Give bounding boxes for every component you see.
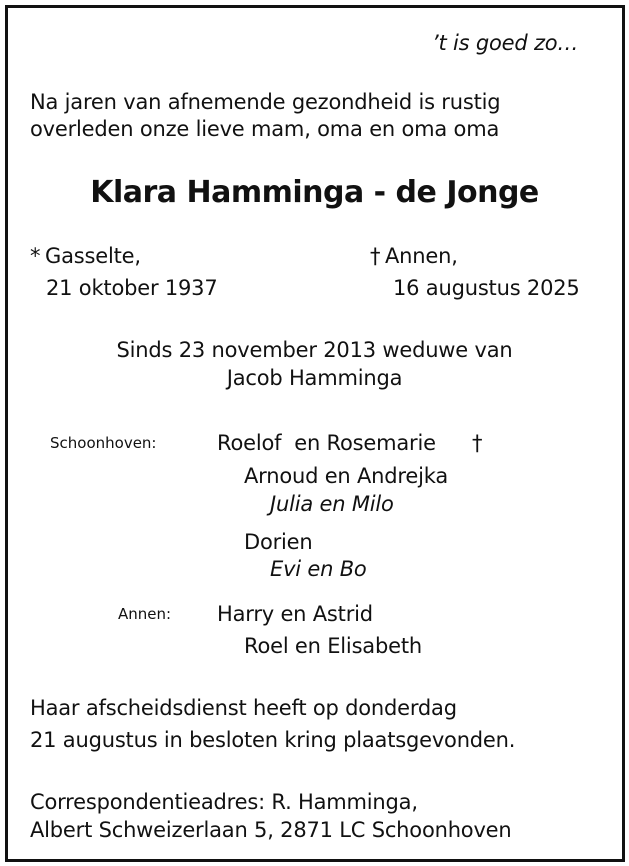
family-location-schoonhoven: Schoonhoven:: [50, 434, 157, 452]
deceased-name: Klara Hamminga - de Jonge: [90, 175, 539, 210]
service-line-1: Haar afscheidsdienst heeft op donderdag: [30, 696, 457, 720]
death-symbol: †: [370, 244, 381, 268]
family-grandchildren-julia-milo: Julia en Milo: [270, 492, 394, 516]
death-date: 16 augustus 2025: [393, 276, 580, 300]
widow-line-1: Sinds 23 november 2013 weduwe van: [116, 338, 513, 362]
family-child-dorien: Dorien: [244, 530, 313, 554]
family-child-roel: Roel en Elisabeth: [244, 634, 422, 658]
family-child-arnoud: Arnoud en Andrejka: [244, 464, 449, 488]
birth-symbol: *: [30, 244, 41, 268]
correspondence-line-2: Albert Schweizerlaan 5, 2871 LC Schoonhoven: [30, 818, 512, 842]
motto: ’t is goed zo…: [432, 31, 579, 55]
family-location-annen: Annen:: [118, 605, 172, 623]
birth-date: 21 oktober 1937: [46, 276, 218, 300]
family-parents-annen: Harry en Astrid: [217, 602, 373, 626]
family-grandchildren-evi-bo: Evi en Bo: [270, 557, 367, 581]
correspondence-line-1: Correspondentieadres: R. Hamminga,: [30, 790, 418, 814]
birth-place: Gasselte,: [45, 244, 141, 268]
death-place: Annen,: [385, 244, 458, 268]
intro-line-1: Na jaren van afnemende gezondheid is rustig: [30, 90, 501, 114]
widow-line-2: Jacob Hamminga: [226, 366, 403, 390]
family-parents-schoonhoven: Roelof en Rosemarie: [217, 431, 436, 455]
service-line-2: 21 augustus in besloten kring plaatsgevonden.: [30, 728, 516, 752]
intro-line-2: overleden onze lieve mam, oma en oma oma: [30, 117, 500, 141]
cross-symbol: †: [472, 431, 483, 455]
